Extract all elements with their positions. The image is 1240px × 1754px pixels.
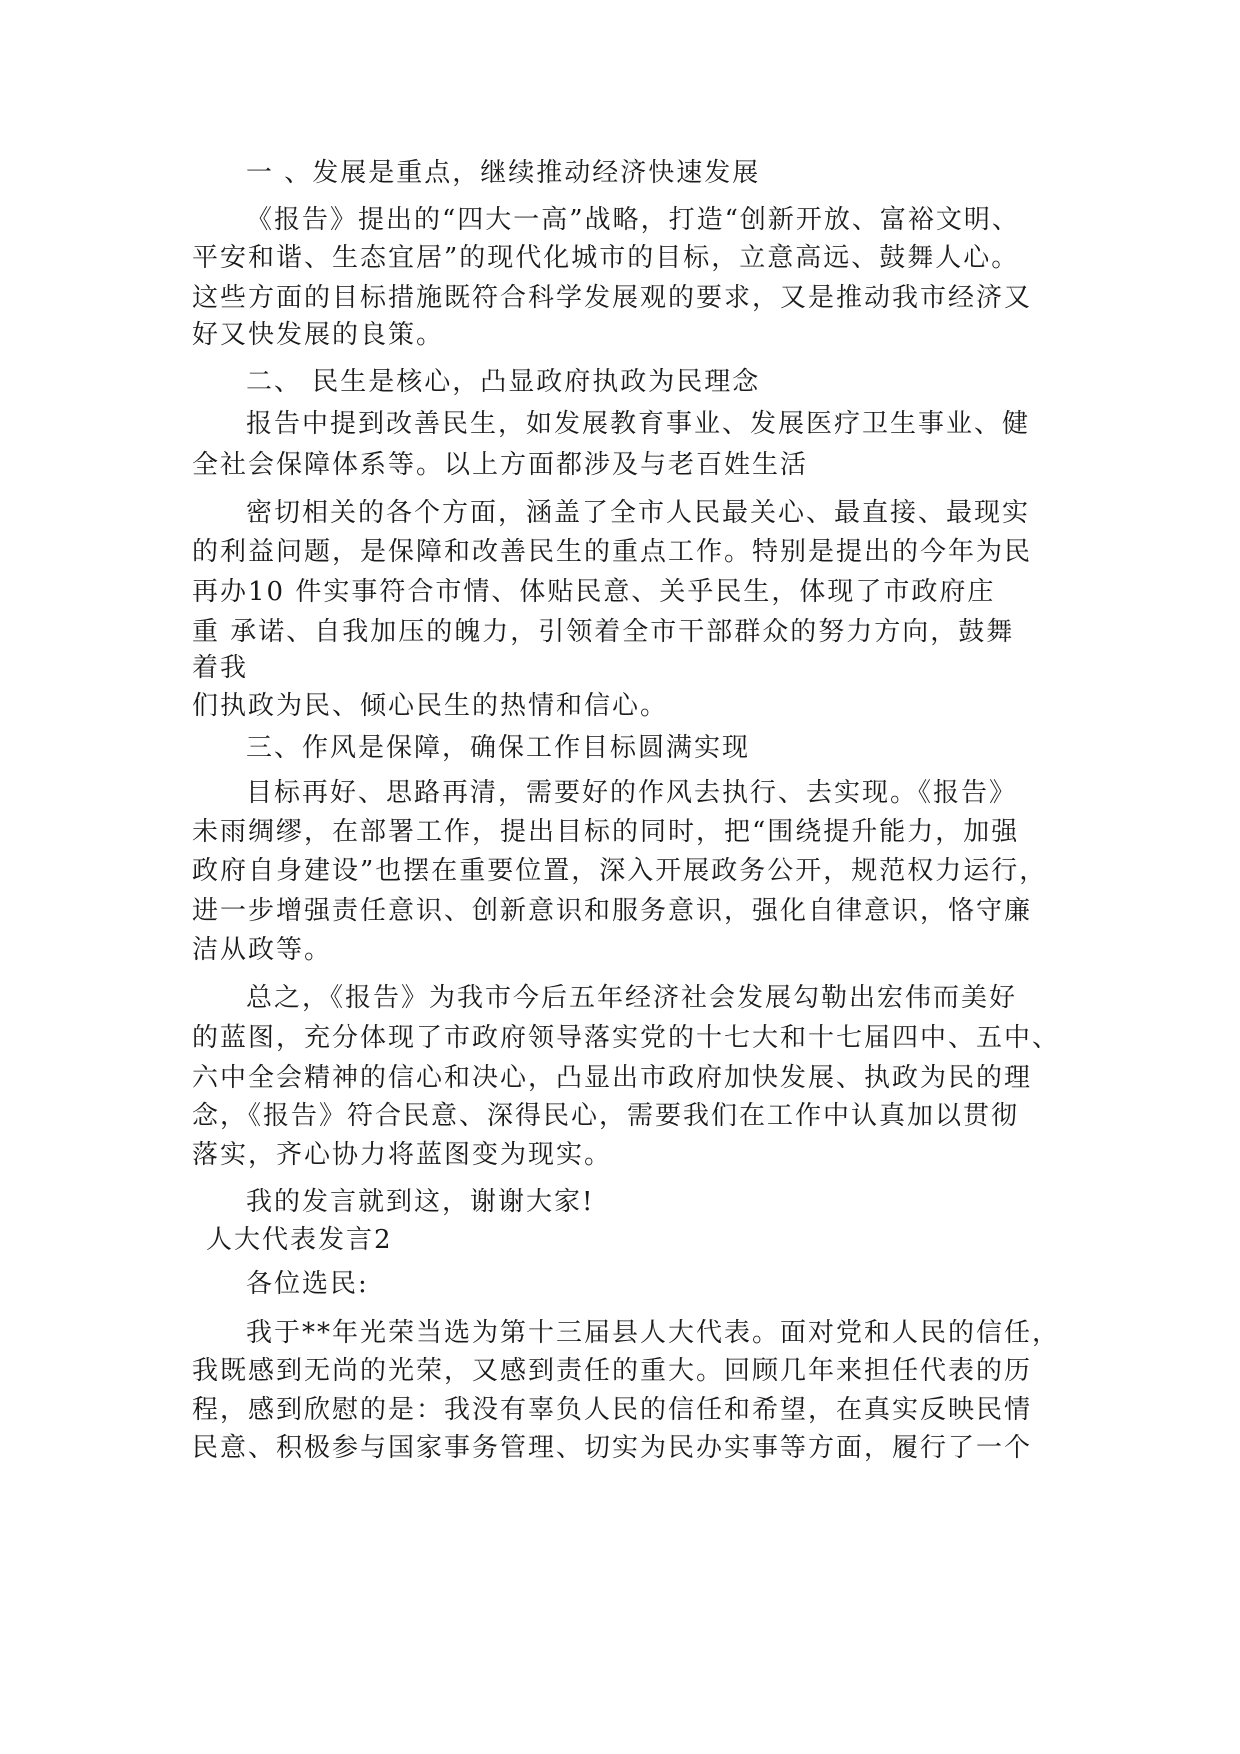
speech-2-line: 民意、积极参与国家事务管理、切实为民办实事等方面，履行了一个 [192, 1433, 1033, 1463]
conclusion-line: 六中全会精神的信心和决心，凸显出市政府加快发展、执政为民的理 [192, 1063, 1033, 1093]
section-2-line: 报告中提到改善民生，如发展教育事业、发展医疗卫生事业、健 [246, 409, 1031, 439]
section-2-heading: 二、 民生是核心，凸显政府执政为民理念 [246, 367, 761, 397]
conclusion-line: 念，《报告》符合民意、深得民心，需要我们在工作中认真加以贯彻 [192, 1101, 1020, 1131]
section-1-line: 平安和谐、生态宜居”的现代化城市的目标，立意高远、鼓舞人心。 [192, 243, 1020, 273]
section-2-line: 们执政为民、倾心民生的热情和信心。 [192, 691, 669, 721]
section-3-line: 政府自身建设”也摆在重要位置，深入开展政务公开，规范权力运行， [192, 856, 1048, 886]
conclusion-line: 总之，《报告》为我市今后五年经济社会发展勾勒出宏伟而美好 [246, 983, 1018, 1013]
conclusion-line: 的蓝图，充分体现了市政府领导落实党的十七大和十七届四中、五中、 [192, 1023, 1061, 1053]
section-1-heading: 一 、发展是重点，继续推动经济快速发展 [246, 158, 761, 188]
speech-2-line: 我于**年光荣当选为第十三届县人大代表。面对党和人民的信任， [246, 1318, 1061, 1348]
section-3-line: 进一步增强责任意识、创新意识和服务意识，强化自律意识，恪守廉 [192, 896, 1033, 926]
closing-remark: 我的发言就到这，谢谢大家! [246, 1187, 595, 1217]
section-2-line: 重 承诺、自我加压的魄力，引领着全市干部群众的努力方向，鼓舞 [192, 617, 1015, 647]
section-3-line: 目标再好、思路再清，需要好的作风去执行、去实现。《报告》 [246, 778, 1018, 808]
section-1-line: 这些方面的目标措施既符合科学发展观的要求，又是推动我市经济又 [192, 283, 1033, 313]
section-1-line: 好又快发展的良策。 [192, 320, 445, 350]
section-2-line: 着我 [192, 653, 249, 683]
conclusion-line: 落实，齐心协力将蓝图变为现实。 [192, 1140, 613, 1170]
section-2-line: 的利益问题，是保障和改善民生的重点工作。特别是提出的今年为民 [192, 537, 1033, 567]
section-2-line: 密切相关的各个方面，涵盖了全市人民最关心、最直接、最现实 [246, 498, 1031, 528]
section-2-line: 全社会保障体系等。以上方面都涉及与老百姓生活 [192, 450, 809, 480]
section-3-line: 未雨绸缪，在部署工作，提出目标的同时，把“围绕提升能力，加强 [192, 817, 1020, 847]
section-1-line: 《报告》提出的“四大一高”战略，打造“创新开放、富裕文明、 [246, 205, 1020, 235]
speech-2-title: 人大代表发言2 [206, 1225, 393, 1255]
section-3-line: 洁从政等。 [192, 935, 333, 965]
speech-2-greeting: 各位选民: [246, 1269, 369, 1299]
speech-2-line: 我既感到无尚的光荣，又感到责任的重大。回顾几年来担任代表的历 [192, 1356, 1033, 1386]
speech-2-line: 程，感到欣慰的是：我没有辜负人民的信任和希望，在真实反映民情 [192, 1395, 1033, 1425]
section-3-heading: 三、作风是保障，确保工作目标圆满实现 [246, 733, 751, 763]
section-2-line: 再办10 件实事符合市情、体贴民意、关乎民生，体现了市政府庄 [192, 577, 996, 607]
